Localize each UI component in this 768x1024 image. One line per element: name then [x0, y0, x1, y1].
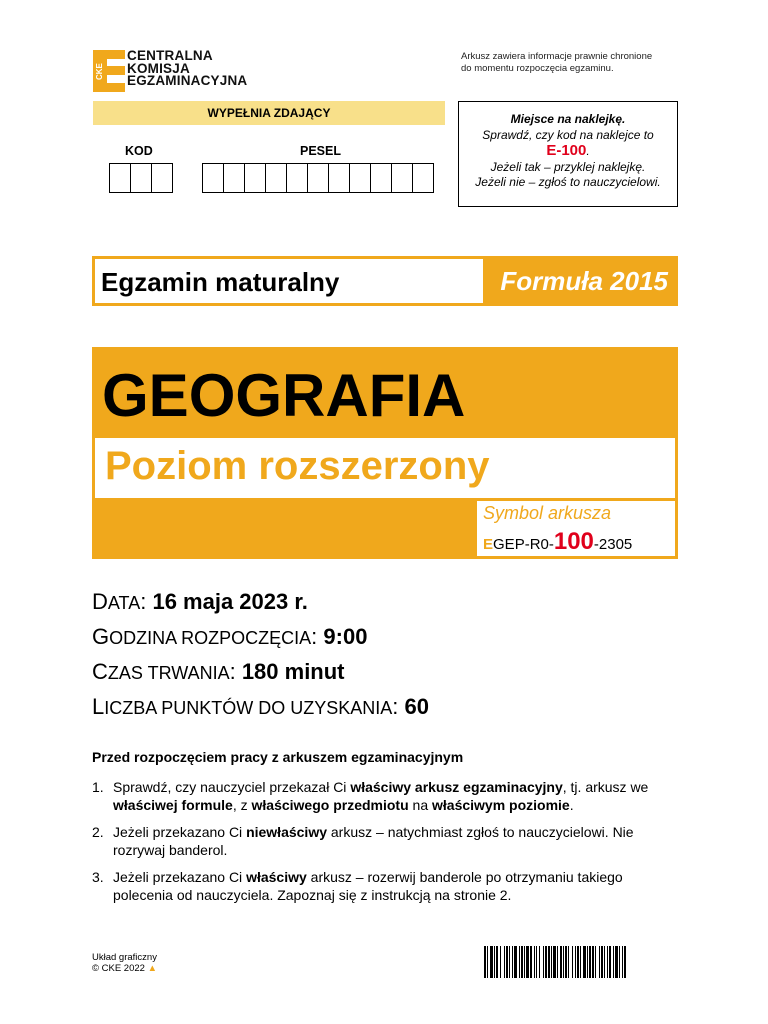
subject-block — [92, 347, 678, 559]
subject-level: Poziom rozszerzony — [105, 444, 490, 488]
pesel-box[interactable] — [307, 163, 329, 193]
footer-credits — [92, 952, 157, 974]
info-date: DATA: 16 maja 2023 r. — [92, 589, 308, 614]
symbol-end: -2305 — [593, 536, 633, 553]
sheet-symbol-label: Symbol arkusza — [483, 503, 612, 523]
sheet-symbol-code — [483, 528, 632, 556]
pesel-box[interactable] — [202, 163, 224, 193]
instruction-item-3: 3. Jeżeli przekazano Ci właściwy arkusz – rozerwij banderole po otrzymaniu takiego polecenia od nauczyciela. Zapoznaj się z instrukcją na stronie 2. — [92, 869, 623, 903]
instruction-item-1: 1. Sprawdź, czy nauczyciel przekazał Ci właściwy arkusz egzaminacyjny, tj. arkusz we właściwej formule, z właściwego przedmiotu na właściwym poziomie. — [92, 779, 649, 813]
sticker-code-line — [459, 143, 677, 160]
notice-line-2: do momentu rozpoczęcia egzaminu. — [461, 63, 614, 74]
logo-line-1: CENTRALNA — [127, 48, 213, 63]
pesel-box[interactable] — [370, 163, 392, 193]
subject-level-box — [95, 438, 675, 498]
sticker-area — [458, 101, 678, 207]
cke-logo-mark — [93, 50, 125, 92]
barcode-bar — [626, 946, 627, 978]
sticker-code-suffix: . — [586, 144, 590, 158]
pesel-box[interactable] — [223, 163, 245, 193]
sticker-line-2: Jeżeli tak – przyklej naklejkę. — [490, 159, 646, 174]
instructions-list — [92, 778, 682, 913]
exam-name: Egzamin maturalny — [95, 259, 483, 303]
symbol-mid: GEP-R0- — [493, 536, 554, 553]
instruction-item-2: 2. Jeżeli przekazano Ci niewłaściwy arkusz – natychmiast zgłoś to nauczycielowi. Nie rozrywaj banderol. — [92, 824, 634, 858]
pesel-box[interactable] — [244, 163, 266, 193]
triangle-icon: ▲ — [147, 963, 157, 974]
legal-notice — [461, 51, 652, 75]
exam-formula: Formuła 2015 — [500, 266, 668, 296]
pesel-boxes[interactable] — [202, 163, 433, 193]
pesel-box[interactable] — [412, 163, 434, 193]
pesel-label: PESEL — [300, 144, 341, 158]
footer-line-1: Układ graficzny — [92, 952, 157, 963]
sticker-code: E-100 — [546, 142, 587, 159]
sticker-line-3: Jeżeli nie – zgłoś to nauczycielowi. — [475, 175, 661, 189]
kod-label: KOD — [125, 144, 153, 158]
footer-line-2: © CKE 2022 ▲ — [92, 963, 157, 974]
pesel-box[interactable] — [391, 163, 413, 193]
instructions-title: Przed rozpoczęciem pracy z arkuszem egzaminacyjnym — [92, 749, 464, 765]
cke-logo — [93, 50, 247, 92]
sticker-line-1: Sprawdź, czy kod na naklejce to — [482, 127, 654, 142]
info-start-time: GODZINA ROZPOCZĘCIA: 9:00 — [92, 624, 368, 649]
pesel-box[interactable] — [328, 163, 350, 193]
symbol-number: 100 — [553, 528, 594, 555]
pesel-box[interactable] — [286, 163, 308, 193]
logo-line-2: KOMISJA — [127, 60, 190, 76]
cke-logo-letters: CKE — [95, 63, 104, 80]
exam-start-time: 9:00 — [323, 624, 368, 649]
barcode — [484, 946, 676, 978]
exam-date: 16 maja 2023 r. — [152, 589, 308, 614]
info-duration: CZAS TRWANIA: 180 minut — [92, 659, 345, 684]
subject-title: GEOGRAFIA — [102, 362, 466, 429]
candidate-header: WYPEŁNIA ZDAJĄCY — [93, 101, 445, 125]
info-points: LICZBA PUNKTÓW DO UZYSKANIA: 60 — [92, 694, 430, 719]
kod-box[interactable] — [151, 163, 173, 193]
sheet-symbol-box — [477, 501, 675, 556]
pesel-box[interactable] — [349, 163, 371, 193]
kod-box[interactable] — [130, 163, 152, 193]
kod-boxes[interactable] — [109, 163, 172, 193]
kod-box[interactable] — [109, 163, 131, 193]
cke-logo-text — [127, 50, 247, 88]
notice-line-1: Arkusz zawiera informacje prawnie chronione — [461, 51, 653, 62]
exam-duration: 180 minut — [241, 659, 345, 684]
exam-bar — [92, 256, 678, 306]
exam-points: 60 — [404, 694, 430, 719]
sticker-title: Miejsce na naklejkę. — [510, 112, 626, 126]
logo-line-3: EGZAMINACYJNA — [127, 73, 248, 88]
symbol-first-letter: E — [483, 536, 494, 553]
pesel-box[interactable] — [265, 163, 287, 193]
